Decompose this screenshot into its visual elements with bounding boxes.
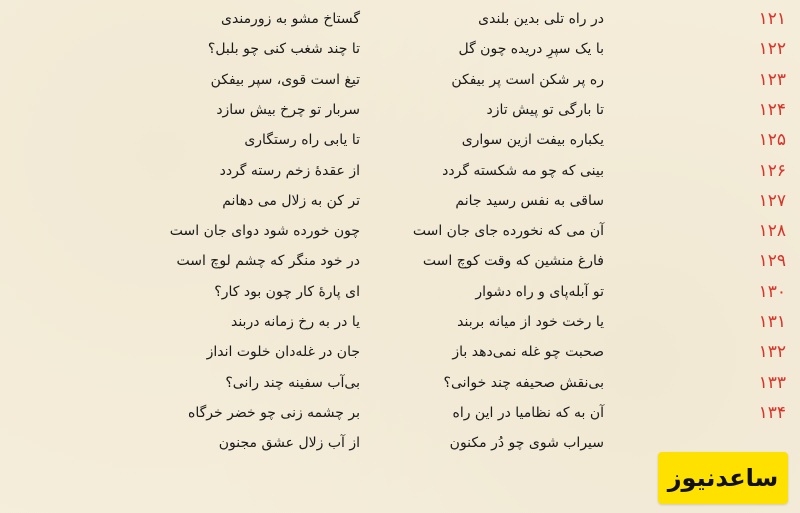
verse-second-hemistich: از آب زلال عشق مجنون <box>218 435 360 452</box>
verse-row <box>0 337 800 367</box>
verse-second-hemistich: از عقدهٔ زخم رسته گردد <box>219 162 360 179</box>
verse-row <box>0 398 800 428</box>
verse-number: ۱۲۳ <box>758 69 786 90</box>
verse-first-hemistich: آن به که نظامیا در این راه <box>452 404 604 421</box>
verse-first-hemistich: بینی که چو مه شکسته گردد <box>442 162 604 179</box>
verse-second-hemistich: سربار تو چرخ بیش سازد <box>216 101 360 118</box>
verse-number: ۱۲۸ <box>758 221 786 242</box>
verse-row <box>0 368 800 398</box>
verse-number: ۱۲۲ <box>758 39 786 60</box>
verse-second-hemistich: تیغ است قوی، سپر بیفکن <box>210 71 360 88</box>
verse-row <box>0 186 800 216</box>
verse-row <box>0 216 800 246</box>
verse-number: ۱۲۶ <box>758 160 786 181</box>
verse-row <box>0 307 800 337</box>
verse-row <box>0 246 800 276</box>
verse-number: ۱۲۴ <box>758 99 786 120</box>
verse-first-hemistich: فارغ منشین که وقت کوچ است <box>422 253 604 270</box>
verse-second-hemistich: یا در به رخ زمانه دربند <box>230 314 360 330</box>
verse-second-hemistich: جان در غله‌دان خلوت انداز <box>206 344 360 361</box>
verse-second-hemistich: تر کن به زلال می دهانم <box>222 192 360 209</box>
verse-first-hemistich: در راه تلی بدین بلندی <box>478 11 604 27</box>
verse-number: ۱۳۱ <box>758 312 786 332</box>
verse-second-hemistich: ای پارهٔ کار چون بود کار؟ <box>214 283 360 300</box>
verse-first-hemistich: یکباره بیفت ازین سواری <box>461 132 604 149</box>
verse-row <box>0 4 800 34</box>
verse-second-hemistich: در خود منگر که چشم لوچ است <box>176 253 360 270</box>
verse-number: ۱۲۷ <box>758 190 786 211</box>
verse-first-hemistich: صحبت چو غله نمی‌دهد باز <box>452 344 604 361</box>
verse-row <box>0 95 800 125</box>
verse-number: ۱۳۰ <box>758 281 786 302</box>
verse-row <box>0 125 800 155</box>
site-logo <box>658 452 788 504</box>
verse-first-hemistich: یا رخت خود از میانه بربند <box>457 314 604 330</box>
verse-number: ۱۲۹ <box>758 251 786 272</box>
verse-second-hemistich: تا چند شغب کنی چو بلبل؟ <box>207 41 360 58</box>
verse-first-hemistich: سیراب شوی چو دُر مکنون <box>449 435 604 452</box>
verse-number: ۱۳۴ <box>758 402 786 423</box>
verse-first-hemistich: ساقی به نفس رسید جانم <box>455 192 604 209</box>
logo-text: ساعدنیوز <box>667 464 779 492</box>
verse-number: ۱۳۳ <box>758 372 786 393</box>
verse-first-hemistich: تا بارگی تو پیش تازد <box>486 101 604 118</box>
verse-first-hemistich: با یک سپرِ دریده چون گل <box>458 41 604 58</box>
verse-second-hemistich: گستاخ مشو به زورمندی <box>221 11 360 27</box>
verse-first-hemistich: آن می که نخورده جای جان است <box>412 223 604 240</box>
verse-number: ۱۲۱ <box>758 9 786 29</box>
verse-second-hemistich: تا یابی راه رستگاری <box>244 132 360 149</box>
verse-number: ۱۲۵ <box>758 130 786 151</box>
verse-second-hemistich: بر چشمه زنی چو خضر خرگاه <box>188 404 360 421</box>
verse-number: ۱۳۲ <box>758 342 786 363</box>
verse-row <box>0 65 800 95</box>
verse-row <box>0 277 800 307</box>
verse-row <box>0 156 800 186</box>
verse-first-hemistich: ره پر شکن است پر بیفکن <box>451 71 604 88</box>
verse-row <box>0 34 800 64</box>
verse-first-hemistich: تو آبله‌پای و راه دشوار <box>475 283 604 300</box>
verse-second-hemistich: چون خورده شود دوای جان است <box>169 223 360 240</box>
verse-first-hemistich: بی‌نقش صحیفه چند خوانی؟ <box>443 374 604 391</box>
verse-second-hemistich: بی‌آب سفینه چند رانی؟ <box>225 374 360 391</box>
